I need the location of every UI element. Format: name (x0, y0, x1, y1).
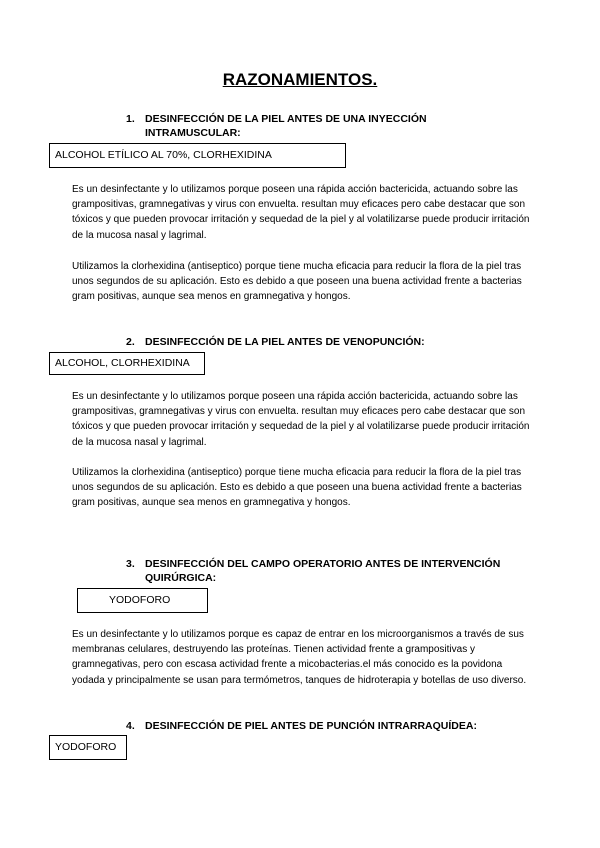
section-number: 2. (126, 336, 135, 348)
section-number: 3. (126, 558, 135, 570)
section-2-agent-box: ALCOHOL, CLORHEXIDINA (49, 352, 205, 375)
section-2-paragraph-1: Es un desinfectante y lo utilizamos porque poseen una rápida acción bactericida, actuando sobre las grampositivas, gramnegativas y virus con envuelta. resultan muy eficaces pero cabe destacar que son tóxicos y que pueden provocar irritación y sequedad de la piel y al volatilizarse puede producir irritación de la mucosa nasal y lagrimal. (72, 391, 530, 448)
section-title: DESINFECCIÓN DE LA PIEL ANTES DE VENOPUNCIÓN: (145, 336, 425, 348)
section-number: 1. (126, 113, 135, 125)
section-1-paragraph-2: Utilizamos la clorhexidina (antiseptico) porque tiene mucha eficacia para reducir la flora de la piel tras unos segundos de su aplicación. Esto es debido a que poseen una buena actividad frente a bacterias gram positivas, aunque sea menos en gramnegativa y hongos. (72, 261, 522, 303)
section-1-heading (126, 112, 506, 140)
section-1-paragraph-1: Es un desinfectante y lo utilizamos porque poseen una rápida acción bactericida, actuando sobre las grampositivas, gramnegativas y virus con envuelta. resultan muy eficaces pero cabe destacar que son tóxicos y que pueden provocar irritación y sequedad de la piel y al volatilizarse puede producir irritación de la mucosa nasal y lagrimal. (72, 184, 530, 241)
page-title: RAZONAMIENTOS. (222, 70, 378, 89)
section-title: DESINFECCIÓN DE PIEL ANTES DE PUNCIÓN INTRARRAQUÍDEA: (145, 720, 477, 732)
section-title: DESINFECCIÓN DE LA PIEL ANTES DE UNA INYECCIÓN INTRAMUSCULAR: (145, 113, 427, 139)
section-3-heading (126, 557, 526, 585)
section-3-agent-box: YODOFORO (77, 588, 208, 613)
section-4-heading (126, 719, 526, 733)
section-title: DESINFECCIÓN DEL CAMPO OPERATORIO ANTES DE INTERVENCIÓN QUIRÚRGICA: (145, 558, 501, 584)
section-2-paragraph-2: Utilizamos la clorhexidina (antiseptico) porque tiene mucha eficacia para reducir la flora de la piel tras unos segundos de su aplicación. Esto es debido a que poseen una buena actividad frente a bacterias gram positivas, aunque sea menos en gramnegativa y hongos. (72, 467, 522, 509)
section-4-agent-box: YODOFORO (49, 735, 127, 760)
section-number: 4. (126, 720, 135, 732)
section-2-heading (126, 335, 506, 349)
section-3-paragraph-1: Es un desinfectante y lo utilizamos porque es capaz de entrar en los microorganismos a través de sus membranas celulares, destruyendo las proteínas. Tienen actividad frente a grampositivas y gramnegativas, pero con escasa actividad frente a micobacterias.el más conocido es la povidona yodada y principalmente se usan para termómetros, tanques de hidroterapia y botellas de uso diverso. (72, 629, 527, 686)
section-1-agent-box: ALCOHOL ETÍLICO AL 70%, CLORHEXIDINA (49, 143, 346, 168)
